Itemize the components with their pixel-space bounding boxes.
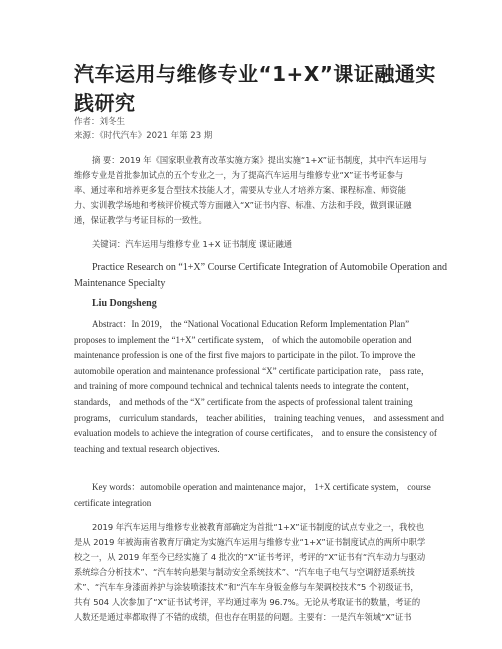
- abstract-cn-line: 率、通过率和培养更多复合型技术技能人才，需要从专业人才培养方案、课程标准、师资能: [74, 185, 406, 195]
- keywords-en-line: certificate integration: [74, 497, 152, 508]
- body-line: 2019 年汽车运用与维修专业被教育部确定为首批“1+X”证书制度的试点专业之一，我校也: [92, 522, 425, 532]
- abstract-en-line: and training of more compound technical and technical talents needs to integrate the content，: [74, 381, 416, 392]
- keywords-en-line: Key words：automobile operation and maintenance major， 1+X certificate system， course: [92, 482, 431, 492]
- abstract-en-line: programs， curriculum standards， teacher abilities， training teaching venues， and assessment and: [74, 412, 444, 423]
- keywords-cn: [74, 237, 430, 252]
- body-line: 是从 2019 年被海南省教育厅确定为实施汽车运用与维修专业“1+X”证书制度试点的两所中职学: [74, 537, 426, 547]
- body-line: 共有 504 人次参加了“X”证书试考评，平均通过率为 96.7%。无论从考取证书的数量，考证的: [74, 597, 421, 607]
- abstract-cn-line: 通，保证教学与考证目标的一致性。: [74, 215, 207, 225]
- abstract-en-line: proposes to implement the “1+X” certificate system， of which the automobile operation and: [74, 334, 412, 345]
- body-line: 系统综合分析技术”、“汽车转向悬架与制动安全系统技术”、“汽车电子电气与空调舒适系统技: [74, 567, 415, 577]
- english-author: [74, 296, 430, 312]
- english-author-text: Liu Dongsheng: [92, 298, 157, 309]
- body-line: 校之一，从 2019 年至今已经实施了 4 批次的“X”证书考评，考评的“X”证书有“汽车动力与驱动: [74, 552, 426, 562]
- body-line: 术”、“汽车车身漆面养护与涂装喷漆技术”和“汽车车身钣金修与车架调校技术”5 个初级证书，: [74, 582, 419, 592]
- english-title: [74, 260, 447, 292]
- source-line: 来源：《时代汽车》2021 年第 23 期: [74, 131, 213, 141]
- abstract-en-line: Abstract：In 2019， the “National Vocational Education Reform Implementation Plan”: [92, 319, 410, 329]
- keywords-en: [74, 480, 430, 511]
- abstract-en: [74, 317, 444, 457]
- abstract-en-line: evaluation models to achieve the integration of course certificates， and to ensure the consistency of: [74, 428, 437, 439]
- abstract-cn-line: 摘 要：2019 年《国家职业教育改革实施方案》提出实施“1+X”证书制度，其中汽车运用与: [92, 155, 427, 165]
- page-title: 汽车运用与维修专业“1+X”课证融通实践研究: [74, 62, 436, 115]
- english-title-line: Practice Research on “1+X” Course Certificate Integration of Automobile Operation and: [92, 262, 447, 273]
- abstract-cn-line: 维修专业是首批参加试点的五个专业之一，为了提高汽车运用与维修专业“X”证书考证参与: [74, 170, 404, 180]
- english-title-line: Maintenance Specialty: [74, 278, 166, 289]
- abstract-en-line: maintenance profession is one of the first five majors to participate in the pilot. To improve the: [74, 350, 416, 361]
- abstract-en-line: teaching and textual research objectives.: [74, 443, 220, 454]
- author-line: 作者：刘冬生: [74, 117, 126, 127]
- abstract-en-line: automobile operation and maintenance professional “X” certificate participation rate， pass rate，: [74, 365, 430, 376]
- body-paragraph: [74, 520, 430, 625]
- body-line: 人数还是通过率都取得了不错的成绩，但也存在明显的问题。主要有：一是汽车领域“X”证书: [74, 612, 412, 622]
- abstract-cn-line: 力、实训教学场地和考核评价模式等方面融入“X”证书内容、标准、方法和手段，做到课证融: [74, 200, 412, 210]
- abstract-cn: [74, 153, 430, 228]
- keywords-cn-text: 关键词：汽车运用与维修专业 1+X 证书制度 课证融通: [92, 239, 293, 249]
- abstract-en-line: standards， and methods of the “X” certificate from the aspects of professional talent training: [74, 396, 413, 407]
